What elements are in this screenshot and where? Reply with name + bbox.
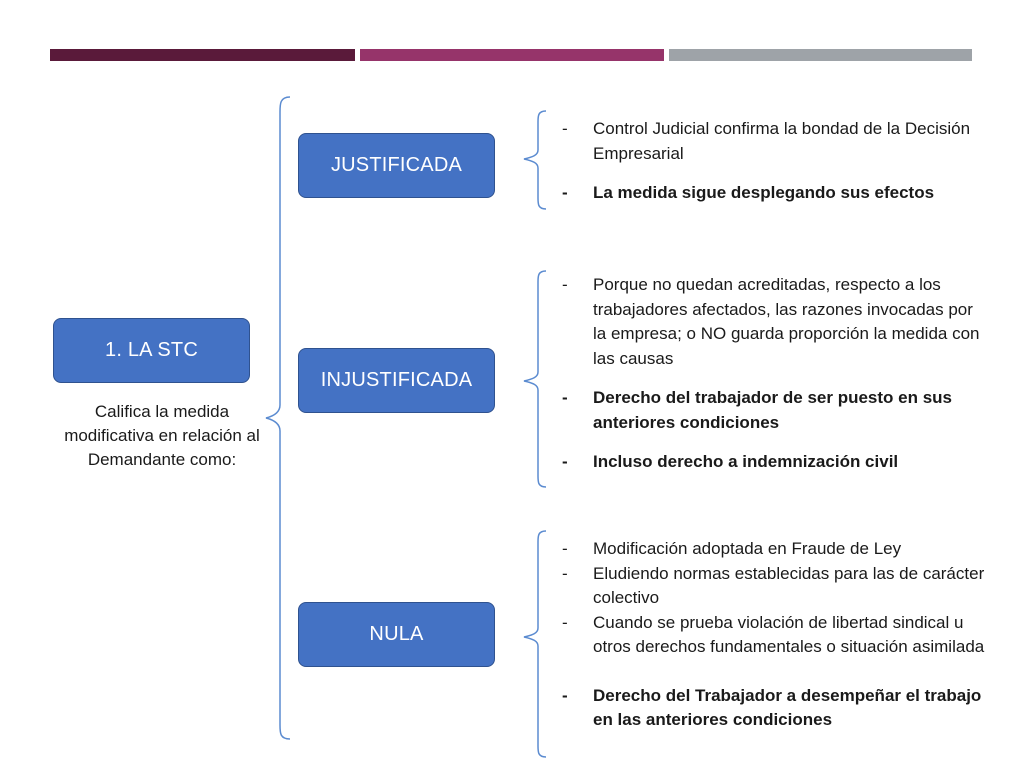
main-bracket (266, 97, 290, 739)
list-item: - Incluso derecho a indemnización civil (562, 450, 982, 475)
nula-items (562, 537, 1002, 733)
injustificada-items (562, 273, 982, 475)
category-justificada (298, 133, 495, 198)
category-nula (298, 602, 495, 667)
bracket-injustificada (524, 271, 546, 487)
bracket-justificada (524, 111, 546, 209)
list-item: - Porque no quedan acreditadas, respecto a los trabajadores afectados, las razones invocadas por la empresa; o NO guarda proporción la medida con las causas (562, 273, 982, 371)
list-item: - Modificación adoptada en Fraude de Ley (562, 537, 1002, 562)
category-label: JUSTIFICADA (330, 154, 463, 176)
list-item: - Eludiendo normas establecidas para las de carácter colectivo (562, 562, 993, 611)
category-label: INJUSTIFICADA (320, 369, 473, 391)
list-item: - La medida sigue desplegando sus efectos (562, 181, 982, 206)
root-caption: Califica la medida modificativa en relación al Demandante como: (64, 402, 260, 469)
category-label: NULA (369, 623, 424, 645)
bracket-nula (524, 531, 546, 757)
root-node (53, 318, 250, 383)
category-injustificada (298, 348, 495, 413)
justificada-items (562, 117, 982, 206)
list-item: - Derecho del Trabajador a desempeñar el trabajo en las anteriores condiciones (562, 684, 993, 733)
list-item: - Derecho del trabajador de ser puesto en sus anteriores condiciones (562, 386, 953, 435)
root-label: 1. LA STC (105, 339, 198, 361)
list-item: - Cuando se prueba violación de libertad sindical u otros derechos fundamentales o situación asimilada (562, 611, 1002, 660)
list-item: - Control Judicial confirma la bondad de la Decisión Empresarial (562, 117, 982, 166)
